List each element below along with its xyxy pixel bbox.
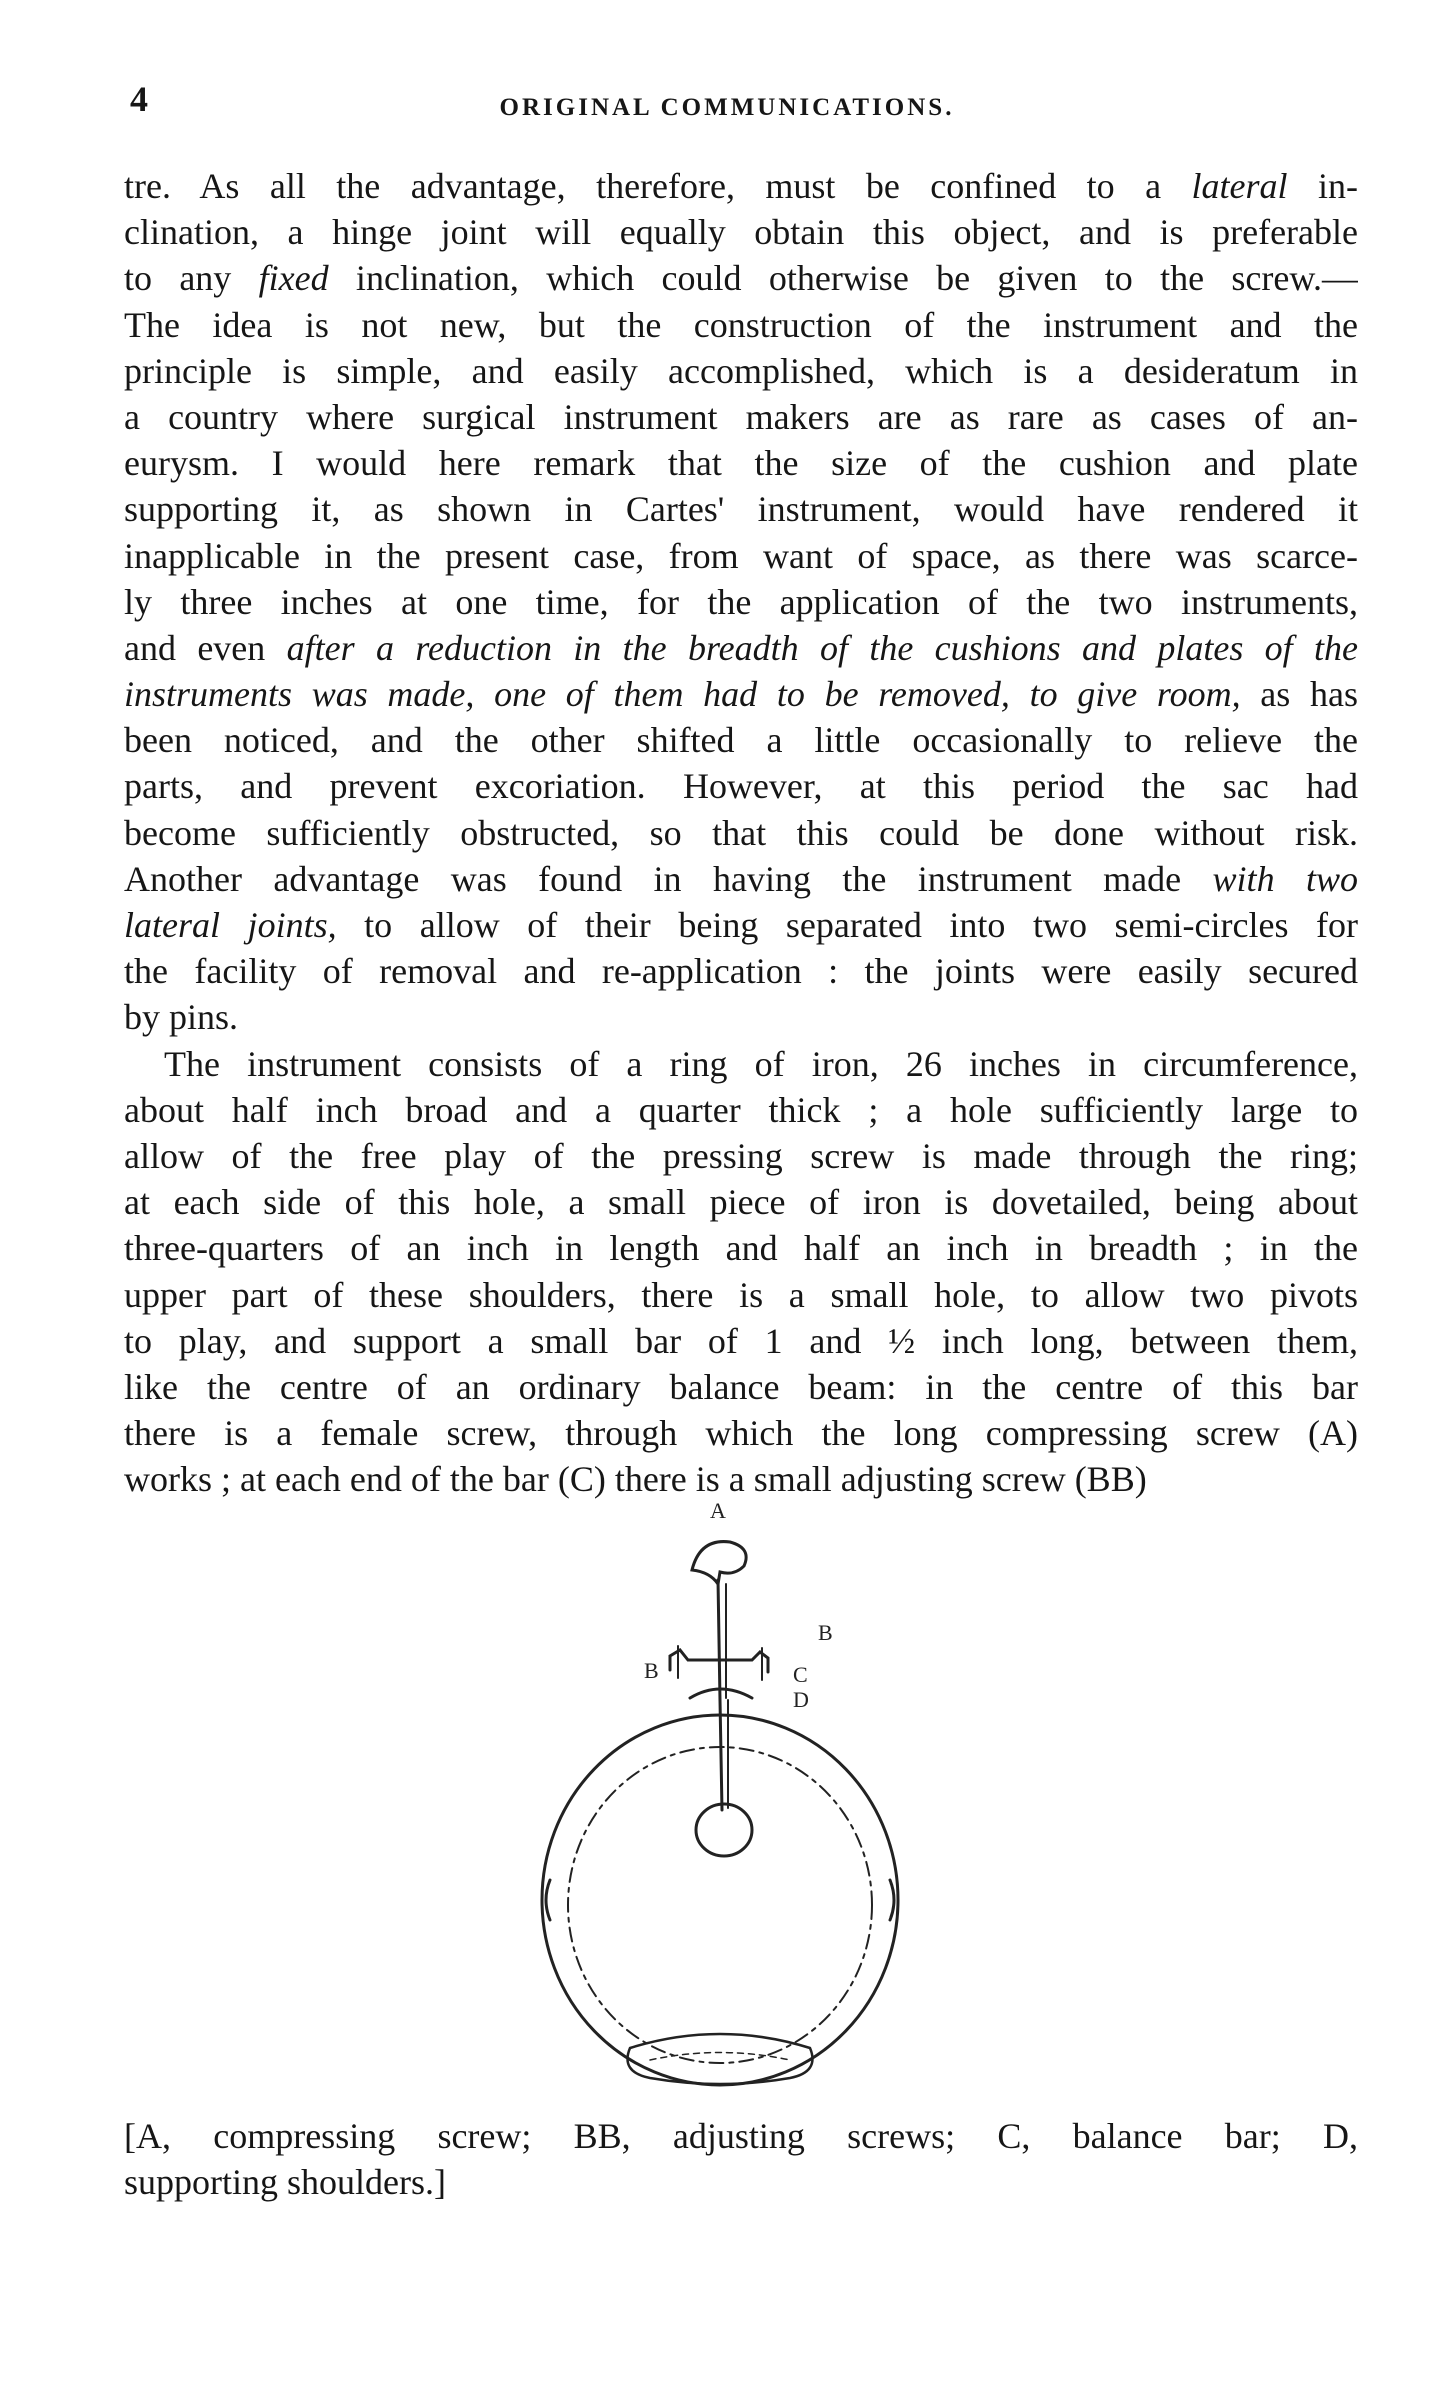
text-line xyxy=(124,486,1358,532)
text-run: works ; at each end of the bar (C) there is a small adjusting screw (BB) xyxy=(124,1459,1147,1500)
compressor-drawing xyxy=(520,1500,920,2110)
text-line xyxy=(124,1179,1358,1225)
running-head: ORIGINAL COMMUNICATIONS. xyxy=(499,94,955,121)
text-line xyxy=(124,1410,1358,1456)
italic-run: with two xyxy=(1212,858,1358,899)
text-run: in- xyxy=(1287,166,1358,206)
text-run: tre. As all the advantage, therefore, must be confined to a xyxy=(124,166,1192,206)
text-line xyxy=(124,255,1358,301)
text-run: to play, and support a small bar of 1 and ½ inch long, between them, xyxy=(124,1320,1358,1361)
text-line xyxy=(124,1225,1358,1271)
text-run: supporting it, as shown in Cartes' instrument, would have rendered it xyxy=(124,489,1358,530)
italic-run: fixed xyxy=(258,258,329,299)
text-run: ly three inches at one time, for the application of the two instruments, xyxy=(124,581,1358,622)
text-run: principle is simple, and easily accomplished, which is a desideratum in xyxy=(124,350,1358,391)
text-run: three-quarters of an inch in length and half an inch in breadth ; in the xyxy=(124,1228,1358,1269)
text-line xyxy=(124,579,1358,625)
figure-compressor-illustration xyxy=(520,1500,920,2110)
paragraph xyxy=(124,1041,1358,1503)
text-line xyxy=(124,625,1358,671)
text-run: allow of the free play of the pressing screw is made through the ring; xyxy=(124,1135,1358,1176)
text-line xyxy=(124,533,1358,579)
label-a: A xyxy=(710,1500,726,1523)
text-run: as has xyxy=(1240,674,1358,715)
text-run: by pins. xyxy=(124,997,239,1038)
text-line xyxy=(124,394,1358,440)
text-line xyxy=(124,1087,1358,1133)
text-run: The instrument consists of a ring of iron, 26 inches in circumference, xyxy=(164,1043,1358,1084)
figure-caption xyxy=(124,2113,1358,2205)
text-line xyxy=(124,717,1358,763)
text-run: to any xyxy=(124,258,259,299)
italic-run: after a reduction in the breadth of the cushions and plates of the xyxy=(286,627,1358,668)
text-run: a country where surgical instrument makers are as rare as cases of an- xyxy=(124,396,1358,437)
text-line xyxy=(124,1318,1358,1364)
text-run: clination, a hinge joint will equally obtain this object, and is preferable xyxy=(124,212,1358,253)
text-line xyxy=(124,810,1358,856)
text-run: The idea is not new, but the construction of the instrument and the xyxy=(124,304,1358,345)
text-line xyxy=(124,302,1358,348)
text-line xyxy=(124,994,1358,1040)
text-line xyxy=(124,763,1358,809)
italic-run: lateral xyxy=(1191,166,1288,206)
text-run: the facility of removal and re-application : the joints were easily secured xyxy=(124,951,1358,992)
text-line xyxy=(124,163,1358,209)
text-run: like the centre of an ordinary balance beam: in the centre of this bar xyxy=(124,1366,1358,1407)
text-line xyxy=(124,1272,1358,1318)
text-run: become sufficiently obstructed, so that this could be done without risk. xyxy=(124,812,1358,853)
text-line xyxy=(124,1456,1358,1502)
text-run: inapplicable in the present case, from want of space, as there was scarce- xyxy=(124,535,1358,576)
label-b-left: B xyxy=(644,1658,659,1683)
text-run: there is a female screw, through which the long compressing screw (A) xyxy=(124,1413,1358,1454)
text-line xyxy=(124,2113,1358,2159)
text-line xyxy=(124,948,1358,994)
text-run: at each side of this hole, a small piece of iron is dovetailed, being about xyxy=(124,1182,1358,1223)
text-line xyxy=(124,856,1358,902)
label-b-right: B xyxy=(818,1620,833,1645)
text-run: and even xyxy=(124,627,287,668)
text-run: parts, and prevent excoriation. However, at this period the sac had xyxy=(124,766,1358,807)
paragraph xyxy=(124,163,1358,1041)
text-run: been noticed, and the other shifted a little occasionally to relieve the xyxy=(124,720,1358,761)
text-line xyxy=(124,209,1358,255)
text-run: eurysm. I would here remark that the size of the cushion and plate xyxy=(124,443,1358,484)
text-line xyxy=(124,671,1358,717)
italic-run: instruments was made, one of them had to be removed, to give room, xyxy=(124,674,1241,715)
label-d: D xyxy=(793,1687,809,1712)
text-line xyxy=(124,440,1358,486)
screw-shaft-shape xyxy=(718,1580,720,1700)
screw-pad-shape xyxy=(696,1804,752,1856)
page-number: 4 xyxy=(130,79,148,119)
text-line xyxy=(124,902,1358,948)
text-run: [A, compressing screw; BB, adjusting screws; C, balance bar; D, xyxy=(124,2116,1358,2156)
body-text xyxy=(124,163,1358,1502)
text-run: inclination, which could otherwise be given to the screw.— xyxy=(328,258,1358,299)
text-line xyxy=(124,1364,1358,1410)
text-line xyxy=(124,1041,1358,1087)
text-run: about half inch broad and a quarter thick ; a hole sufficiently large to xyxy=(124,1089,1358,1130)
text-line xyxy=(124,348,1358,394)
screw-head-shape xyxy=(692,1542,746,1584)
text-run: to allow of their being separated into two semi-circles for xyxy=(336,905,1358,945)
text-run: supporting shoulders.] xyxy=(124,2162,446,2203)
label-c: C xyxy=(793,1662,808,1687)
italic-run: lateral joints, xyxy=(124,905,337,945)
text-line xyxy=(124,1133,1358,1179)
text-run: upper part of these shoulders, there is a small hole, to allow two pivots xyxy=(124,1274,1358,1315)
text-line xyxy=(124,2159,1358,2205)
text-run: Another advantage was found in having the instrument made xyxy=(124,858,1213,899)
